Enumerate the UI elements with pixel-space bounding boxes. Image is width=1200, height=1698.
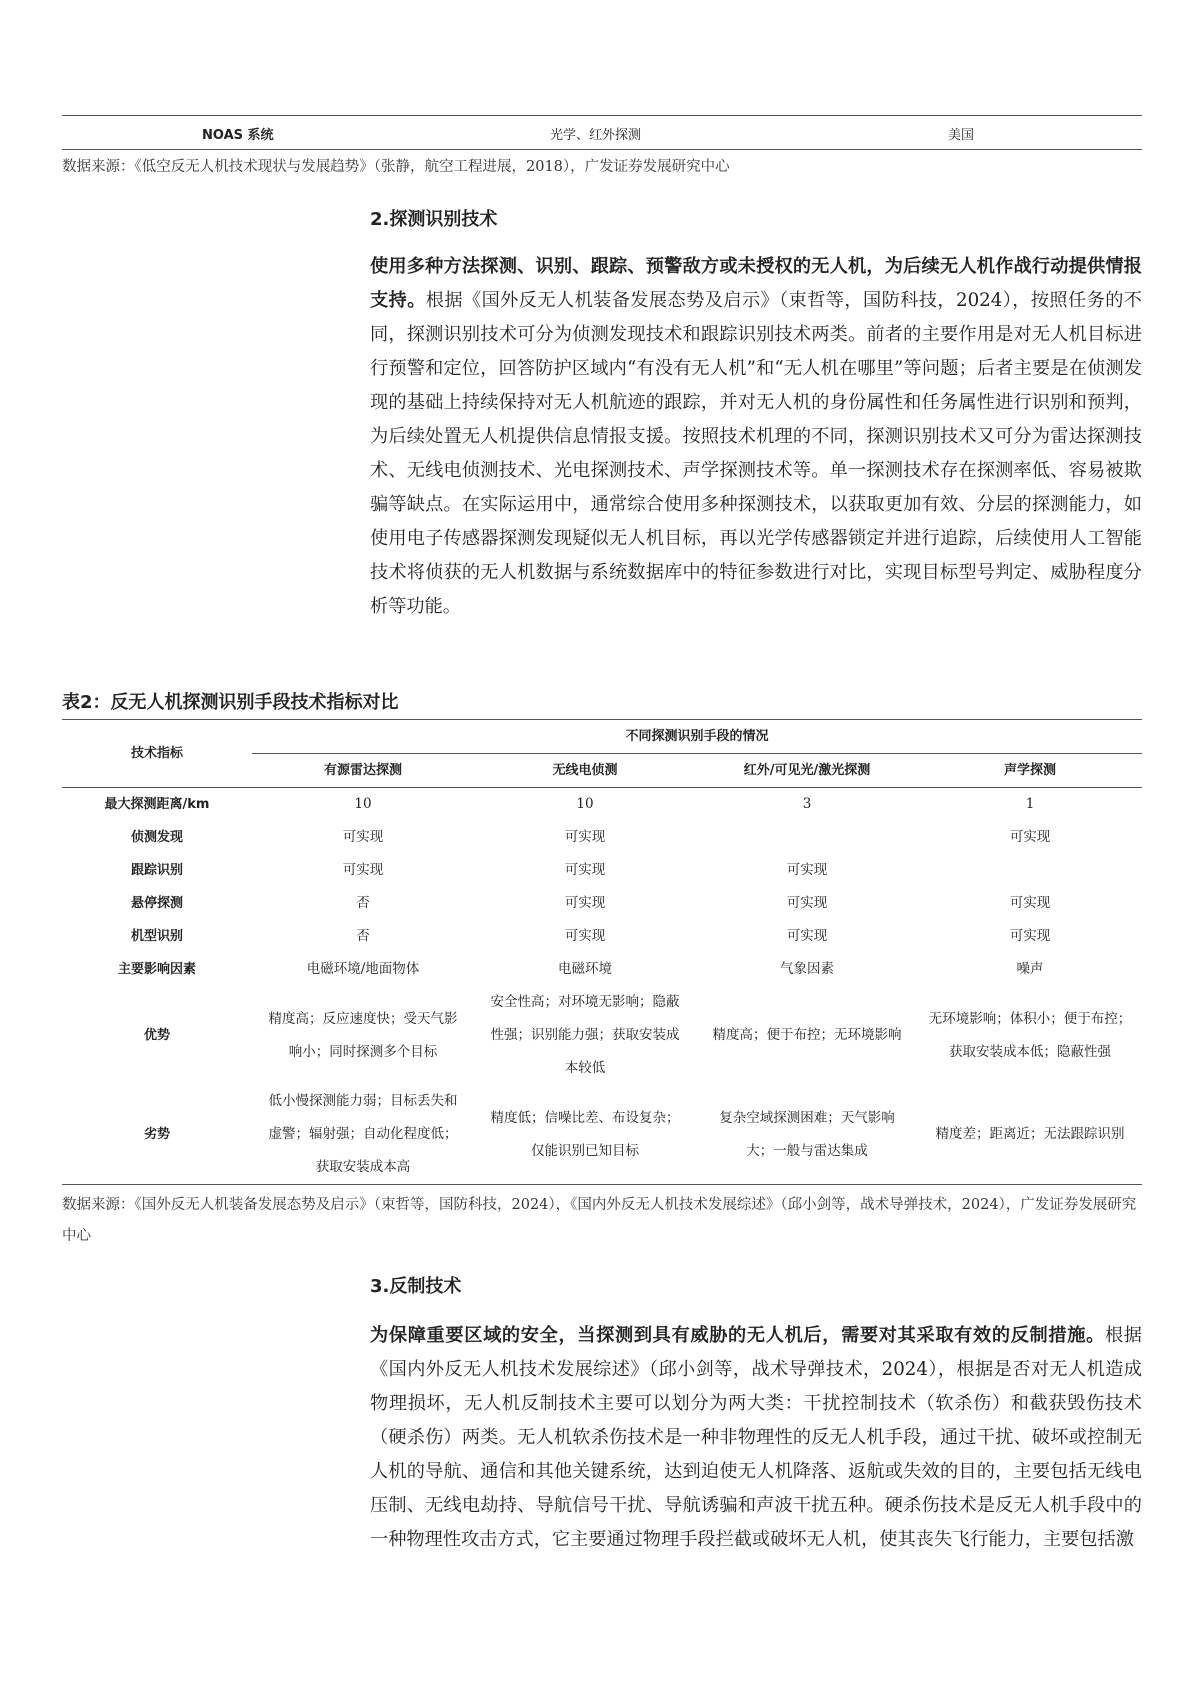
table-cell: 可实现 <box>342 829 384 845</box>
table-cell: 气象因素 <box>780 961 834 977</box>
table-row <box>62 821 1142 854</box>
table-cell: 可实现 <box>1009 829 1051 845</box>
table-cell: 电磁环境 <box>558 961 612 977</box>
table-cell: 精度高；反应速度快；受天气影响小；同时探测多个目标 <box>268 1010 458 1060</box>
table-cell: 精度差；距离近；无法跟踪识别 <box>918 1085 1142 1185</box>
column-header-acoustic: 声学探测 <box>918 754 1142 788</box>
table-cell <box>696 821 918 854</box>
table-cell: 精度低；信噪比差、布设复杂；仅能识别已知目标 <box>474 1085 696 1185</box>
top-table-bottom-rule <box>62 149 1142 150</box>
source-note-1: 数据来源：《低空反无人机技术现状与发展趋势》（张静，航空工程进展，2018），广发证券发展研究中心 <box>62 159 730 175</box>
column-header-radar: 有源雷达探测 <box>252 754 474 788</box>
table-row <box>62 1085 1142 1185</box>
row-label: 主要影响因素 <box>117 962 196 977</box>
row-label: 优势 <box>143 1028 170 1043</box>
table-cell: 可实现 <box>1009 895 1051 911</box>
top-table-cell-method: 光学、红外探测 <box>550 128 642 143</box>
table-row <box>62 887 1142 920</box>
row-label: 悬停探测 <box>130 896 183 911</box>
table-cell: 可实现 <box>786 928 828 944</box>
table-cell <box>918 854 1142 887</box>
section-paragraph-countermeasure <box>370 1319 1142 1557</box>
top-table-top-rule <box>62 115 1142 116</box>
column-header-optical: 红外/可见光/激光探测 <box>696 754 918 788</box>
table-row <box>62 953 1142 986</box>
table-cell: 可实现 <box>786 895 828 911</box>
table-cell: 可实现 <box>342 862 384 878</box>
table-row <box>62 788 1142 822</box>
table-row <box>62 854 1142 887</box>
row-label: 跟踪识别 <box>130 863 183 878</box>
table-cell: 10 <box>354 796 372 812</box>
top-table-cell-system: NOAS 系统 <box>202 128 274 143</box>
row-label: 机型识别 <box>130 929 183 944</box>
top-table-cell-country: 美国 <box>948 128 975 143</box>
table-cell: 可实现 <box>1009 928 1051 944</box>
paragraph-body: 根据《国外反无人机装备发展态势及启示》（束哲等，国防科技，2024），按照任务的不同，探测识别技术可分为侦测发现技术和跟踪识别技术两类。前者的主要作用是对无人机目标进行预警和定位，回答防护区域内“有没有无人机”和“无人机在哪里”等问题；后者主要是在侦测发现的基础上持续保持对无人机航迹的跟踪，并对无人机的身份属性和任务属性进行识别和预判，为后续处置无人机提供信息情报支援。按照技术机理的不同，探测识别技术又可分为雷达探测技术、无线电侦测技术、光电探测技术、声学探测技术等。单一探测技术存在探测率低、容易被欺骗等缺点。在实际运用中，通常综合使用多种探测技术，以获取更加有效、分层的探测能力，如使用电子传感器探测发现疑似无人机目标，再以光学传感器锁定并进行追踪，后续使用人工智能技术将侦获的无人机数据与系统数据库中的特征参数进行对比，实现目标型号判定、威胁程度分析等功能。 <box>370 290 1142 617</box>
table-cell: 可实现 <box>564 895 606 911</box>
top-table-row <box>62 118 1142 146</box>
table-cell: 电磁环境/地面物体 <box>306 961 420 977</box>
table-cell: 3 <box>802 796 812 812</box>
row-label: 最大探测距离/km <box>104 797 210 812</box>
table-cell: 否 <box>356 895 370 911</box>
table-cell: 低小慢探测能力弱；目标丢失和虚警；辐射强；自动化程度低；获取安装成本高 <box>252 1085 474 1185</box>
table-cell: 可实现 <box>786 862 828 878</box>
source-note-2: 数据来源：《国外反无人机装备发展态势及启示》（束哲等，国防科技，2024），《国内外反无人机技术发展综述》（邱小剑等，战术导弹技术，2024），广发证券发展研究中心 <box>62 1197 1137 1244</box>
row-label: 侦测发现 <box>130 830 183 845</box>
table-cell: 10 <box>576 796 594 812</box>
table-cell: 可实现 <box>564 862 606 878</box>
section-heading-detection: 2.探测识别技术 <box>370 209 498 230</box>
section-heading-countermeasure: 3.反制技术 <box>370 1276 462 1297</box>
table-row <box>62 986 1142 1085</box>
table-cell: 可实现 <box>564 829 606 845</box>
table-cell: 精度高；便于布控；无环境影响 <box>712 1027 902 1043</box>
paragraph-lead: 使用多种方法探测、识别、跟踪、预警敌方或未授权的无人机，为后续无人机作战行动提供情报支持。 <box>370 256 1142 311</box>
table-group-header: 不同探测识别手段的情况 <box>252 720 1142 754</box>
column-header-radio: 无线电侦测 <box>474 754 696 788</box>
table-cell: 复杂空域探测困难；天气影响大；一般与雷达集成 <box>696 1085 918 1185</box>
table-cell: 安全性高；对环境无影响；隐蔽性强；识别能力强；获取安装成本较低 <box>490 994 680 1076</box>
comparison-table <box>62 719 1142 1185</box>
table-header-row-1 <box>62 720 1142 754</box>
paragraph-lead: 为保障重要区域的安全，当探测到具有威胁的无人机后，需要对其采取有效的反制措施。 <box>370 1325 1105 1346</box>
row-label: 劣势 <box>62 1085 252 1185</box>
table-cell: 噪声 <box>1016 961 1044 977</box>
paragraph-body: 根据《国内外反无人机技术发展综述》（邱小剑等，战术导弹技术，2024），根据是否对无人机造成物理损坏，无人机反制技术主要可以划分为两大类：干扰控制技术（软杀伤）和截获毁伤技术（硬杀伤）两类。无人机软杀伤技术是一种非物理性的反无人机手段，通过干扰、破坏或控制无人机的导航、通信和其他关键系统，达到迫使无人机降落、返航或失效的目的，主要包括无线电压制、无线电劫持、导航信号干扰、导航诱骗和声波干扰五种。硬杀伤技术是反无人机手段中的一种物理性攻击方式，它主要通过物理手段拦截或破坏无人机，使其丧失飞行能力，主要包括激 <box>370 1325 1142 1550</box>
table-cell: 可实现 <box>564 928 606 944</box>
section-paragraph-detection <box>370 250 1142 624</box>
table-cell: 1 <box>1025 796 1035 812</box>
table-corner-header: 技术指标 <box>62 720 252 788</box>
table-row <box>62 920 1142 953</box>
table-cell: 无环境影响；体积小；便于布控；获取安装成本低；隐蔽性强 <box>928 1010 1132 1060</box>
table-cell: 否 <box>356 928 370 944</box>
table-title: 表2：反无人机探测识别手段技术指标对比 <box>62 692 399 713</box>
